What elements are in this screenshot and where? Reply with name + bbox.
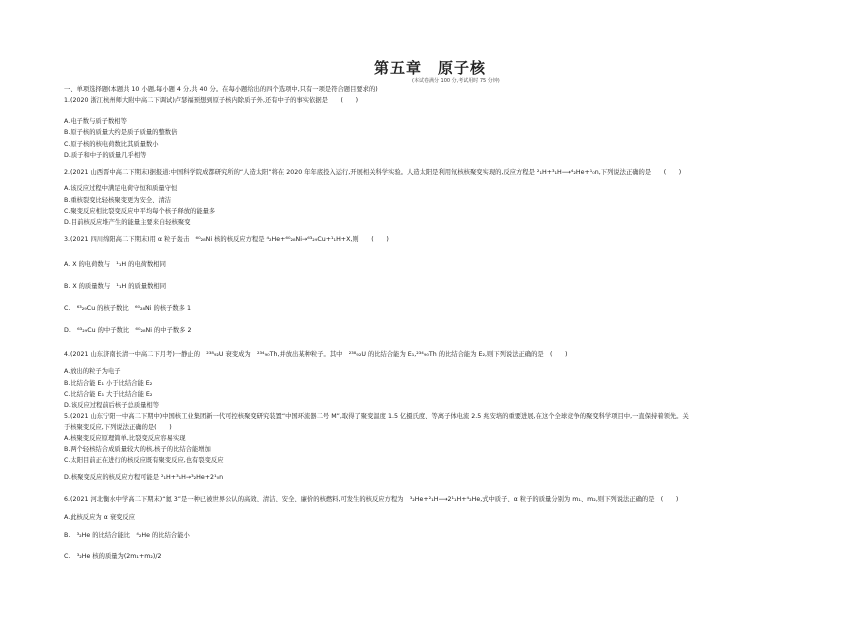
question-3-stem: 3.(2021 四川绵阳高二下期末)用 α 粒子轰击 ⁶⁰₂₈Ni 核的核反应方程是 ⁴₂He+⁶⁰₂₈Ni→⁶³₂₉Cu+¹₁H+X,则 ( ): [64, 236, 389, 243]
question-2-option-d: D.目前核反应堆产生的能量主要来自轻核聚变: [64, 219, 191, 226]
question-3-option-c: C. ⁶³₂₉Cu 的核子数比 ⁶⁰₂₈Ni 的核子数多 1: [64, 305, 192, 312]
question-6-option-c: C. ³₂He 核的质量为(2m₁+m₂)/2: [64, 553, 162, 560]
question-1-option-b: B.原子核的质量大约是质子质量的整数倍: [64, 129, 178, 136]
question-1-stem: 1.(2020 浙江杭州师大附中高二下调试)卢瑟福预想到原子核内除质子外,还有中子的事实依据是 ( ): [64, 97, 359, 104]
question-4-option-c: C.比结合能 E₁ 大于比结合能 E₂: [64, 391, 153, 398]
question-6-option-b: B. ³₂He 的比结合能比 ⁴₂He 的比结合能小: [64, 532, 190, 539]
question-1-option-a: A.电子数与质子数相等: [64, 118, 127, 125]
question-3-option-a: A. X 的电荷数与 ¹₁H 的电荷数相同: [64, 261, 166, 268]
question-6-option-a: A.此核反应为 α 衰变反应: [64, 514, 136, 521]
question-4-option-d: D.该反应过程前后核子总质量相等: [64, 402, 160, 409]
question-6-stem: 6.(2021 河北衡水中学高二下期末)“氦 3”是一种已被世界公认的高效、清洁、安全、廉价的核燃料,可发生的核反应方程为 ³₂He+²₁H⟶2¹₁H+⁴₂He,式中质子、α 粒子的质量分别为 m₁、m₂,则下列说法正确的是 ( ): [64, 496, 679, 503]
question-5-stem-line-2: 于核聚变反应,下列说法正确的是( ): [64, 424, 172, 431]
section-heading: 一、单项选择题(本题共 10 小题,每小题 4 分,共 40 分。在每小题给出的四个选项中,只有一项是符合题目要求的): [64, 86, 378, 93]
question-5-option-a: A.核聚变反应原理简单,比裂变反应容易实现: [64, 435, 186, 442]
question-4-option-b: B.比结合能 E₁ 小于比结合能 E₂: [64, 380, 153, 387]
question-4-option-a: A.放出的粒子为电子: [64, 368, 121, 375]
question-2-option-c: C.聚变反应相比裂变反应中平均每个核子释放的能量多: [64, 208, 216, 215]
question-5-option-c: C.太阳目前正在进行的核反应既有聚变反应,也有裂变反应: [64, 457, 224, 464]
question-2-stem: 2.(2021 山西晋中高二下期末)据报道:中国科学院成都研究所的“人造太阳”将在 2020 年年底投入运行,开展相关科学实验。人造太阳是利用氘核核聚变实现的,反应方程是 ²₁H+³₁H⟶⁴₂He+¹₀n,下列说法正确的是 ( ): [64, 169, 682, 176]
question-1-option-d: D.质子和中子的质量几乎相等: [64, 152, 147, 159]
page-title: 第五章 原子核: [373, 59, 486, 77]
question-5-option-d: D.核聚变反应的核反应方程可能是 ²₁H+³₁H→³₂He+2¹₀n: [64, 474, 224, 481]
question-5-option-b: B.两个轻核结合成质量较大的核,核子的比结合能增加: [64, 446, 211, 453]
page-subtitle: (本试卷满分 100 分,考试用时 75 分钟): [412, 78, 500, 84]
question-3-option-d: D. ⁶³₂₉Cu 的中子数比 ⁶⁰₂₈Ni 的中子数多 2: [64, 327, 192, 334]
question-5-stem-line-1: 5.(2021 山东宁阳一中高二下期中)中国核工业集团新一代可控核聚变研究装置“中国环流器二号 M”,取得了聚变温度 1.5 亿摄氏度、等离子体电流 2.5 兆安培的重要进展,在这个全球竞争的聚变科学项目中,一直保持着领先。关: [64, 413, 689, 420]
question-3-option-b: B. X 的质量数与 ¹₁H 的质量数相同: [64, 283, 166, 290]
question-2-option-a: A.该反应过程中满足电荷守恒和质量守恒: [64, 185, 178, 192]
question-1-option-c: C.原子核的核电荷数比其质量数小: [64, 141, 159, 148]
question-4-stem: 4.(2021 山东济南长清一中高二下月考)一静止的 ²³⁸₉₂U 衰变成为 ²³⁴₉₀Th,并放出某种粒子。其中 ²³⁸₉₂U 的比结合能为 E₁,²³⁴₉₀Th 的比结合能为 E₂,则下列说法正确的是 ( ): [64, 351, 568, 358]
question-2-option-b: B.重核裂变比轻核聚变更为安全、清洁: [64, 197, 172, 204]
